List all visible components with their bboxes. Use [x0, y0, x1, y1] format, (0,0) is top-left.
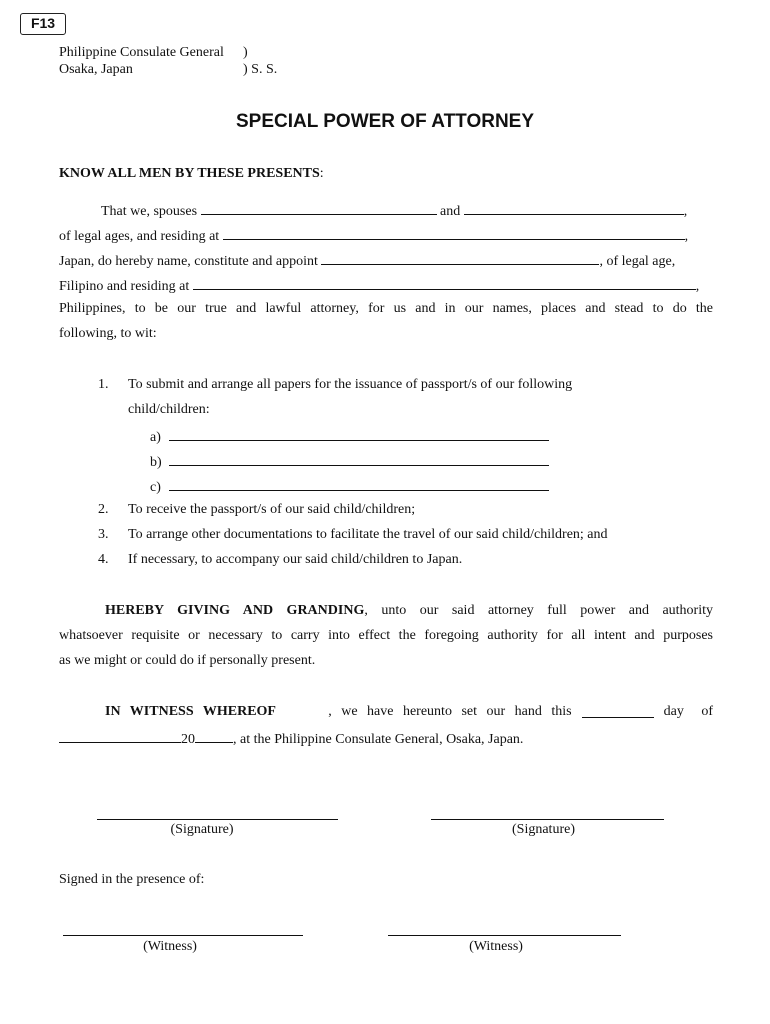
witness-bold-wrap	[105, 704, 572, 720]
child-letter: a)	[150, 430, 161, 445]
know-colon: :	[319, 166, 324, 181]
item-text: To submit and arrange all papers for the issuance of passport/s of our following	[128, 377, 573, 392]
child-a	[150, 427, 549, 446]
spouse2-field[interactable]	[464, 201, 684, 215]
residence-field[interactable]	[223, 226, 685, 240]
para1-line4	[59, 276, 713, 295]
venue-city: Osaka, Japan	[59, 62, 133, 77]
child-c-field[interactable]	[169, 477, 549, 491]
comma: ,	[684, 229, 689, 244]
item-text: To receive the passport/s of our said child/children;	[128, 502, 416, 517]
witness-line-1[interactable]	[63, 935, 303, 936]
comma: ,	[683, 204, 688, 219]
item-text: If necessary, to accompany our said child/children to Japan.	[128, 552, 463, 567]
para3-rest: , we have hereunto set our hand this	[328, 704, 572, 719]
presence-text: Signed in the presence of:	[59, 872, 205, 887]
venue-consulate: Philippine Consulate General	[59, 45, 224, 60]
child-b-field[interactable]	[169, 452, 549, 466]
spouse1-field[interactable]	[201, 201, 437, 215]
know-all-men	[59, 166, 324, 182]
child-c	[150, 477, 549, 496]
item-2	[98, 502, 415, 518]
giving-bold: HEREBY GIVING AND GRANDING	[105, 603, 365, 618]
month-field[interactable]	[59, 729, 181, 743]
para1-line1	[59, 201, 713, 220]
item-1-cont: child/children:	[128, 402, 210, 417]
para3-line1	[59, 704, 713, 720]
child-letter: c)	[150, 480, 161, 495]
item-text: To arrange other documentations to facilitate the travel of our said child/children; and	[128, 527, 608, 542]
item-number: 1.	[98, 377, 109, 392]
year-prefix: 20	[181, 732, 195, 747]
signature-label-2: (Signature)	[512, 822, 575, 837]
day-field[interactable]	[582, 704, 654, 718]
para2-line3: as we might or could do if personally present.	[59, 653, 316, 668]
item-1	[98, 377, 572, 393]
item-4	[98, 552, 462, 568]
day-of-label: day of	[663, 704, 713, 719]
para1-line2	[59, 226, 713, 245]
para3-line2	[59, 729, 713, 748]
item-number: 2.	[98, 502, 109, 517]
para3-rest2: , at the Philippine Consulate General, Osaka, Japan.	[233, 732, 524, 747]
attorney-name-field[interactable]	[321, 251, 599, 265]
item-3	[98, 527, 608, 543]
para1-line6: following, to wit:	[59, 326, 157, 341]
witness-bold: IN WITNESS WHEREOF	[105, 704, 276, 719]
venue-paren: )	[243, 45, 248, 60]
venue-block	[59, 44, 277, 78]
attorney-residence-field[interactable]	[193, 276, 696, 290]
para2-line2: whatsoever requisite or necessary to carry into effect the foregoing authority for all intent and purposes	[59, 628, 713, 643]
child-b	[150, 452, 549, 471]
item-number: 4.	[98, 552, 109, 567]
witness-label-2: (Witness)	[469, 939, 523, 954]
para1-line3	[59, 251, 713, 270]
para2-rest: , unto our said attorney full power and authority	[364, 603, 713, 618]
witness-line-2[interactable]	[388, 935, 621, 936]
para2-line1	[59, 603, 713, 619]
appoint-label: Japan, do hereby name, constitute and appoint	[59, 254, 318, 269]
child-letter: b)	[150, 455, 162, 470]
and-label: and	[440, 204, 461, 219]
spouses-label: That we, spouses	[101, 204, 198, 219]
signature-line-1[interactable]	[97, 819, 338, 820]
signature-line-2[interactable]	[431, 819, 664, 820]
para1-line5: Philippines, to be our true and lawful attorney, for us and in our names, places and stead to do the	[59, 301, 713, 316]
know-bold: KNOW ALL MEN BY THESE PRESENTS	[59, 166, 320, 181]
filipino-residing-label: Filipino and residing at	[59, 279, 190, 294]
item-number: 3.	[98, 527, 109, 542]
form-code-badge: F13	[20, 13, 66, 35]
document-title: SPECIAL POWER OF ATTORNEY	[235, 111, 535, 132]
child-a-field[interactable]	[169, 427, 549, 441]
signature-label-1: (Signature)	[170, 822, 234, 837]
year-field[interactable]	[195, 729, 233, 743]
venue-ss: ) S. S.	[243, 62, 278, 77]
legal-age-label: , of legal age,	[599, 254, 676, 269]
witness-label-1: (Witness)	[143, 939, 197, 954]
comma: ,	[695, 279, 700, 294]
residing-label: of legal ages, and residing at	[59, 229, 220, 244]
